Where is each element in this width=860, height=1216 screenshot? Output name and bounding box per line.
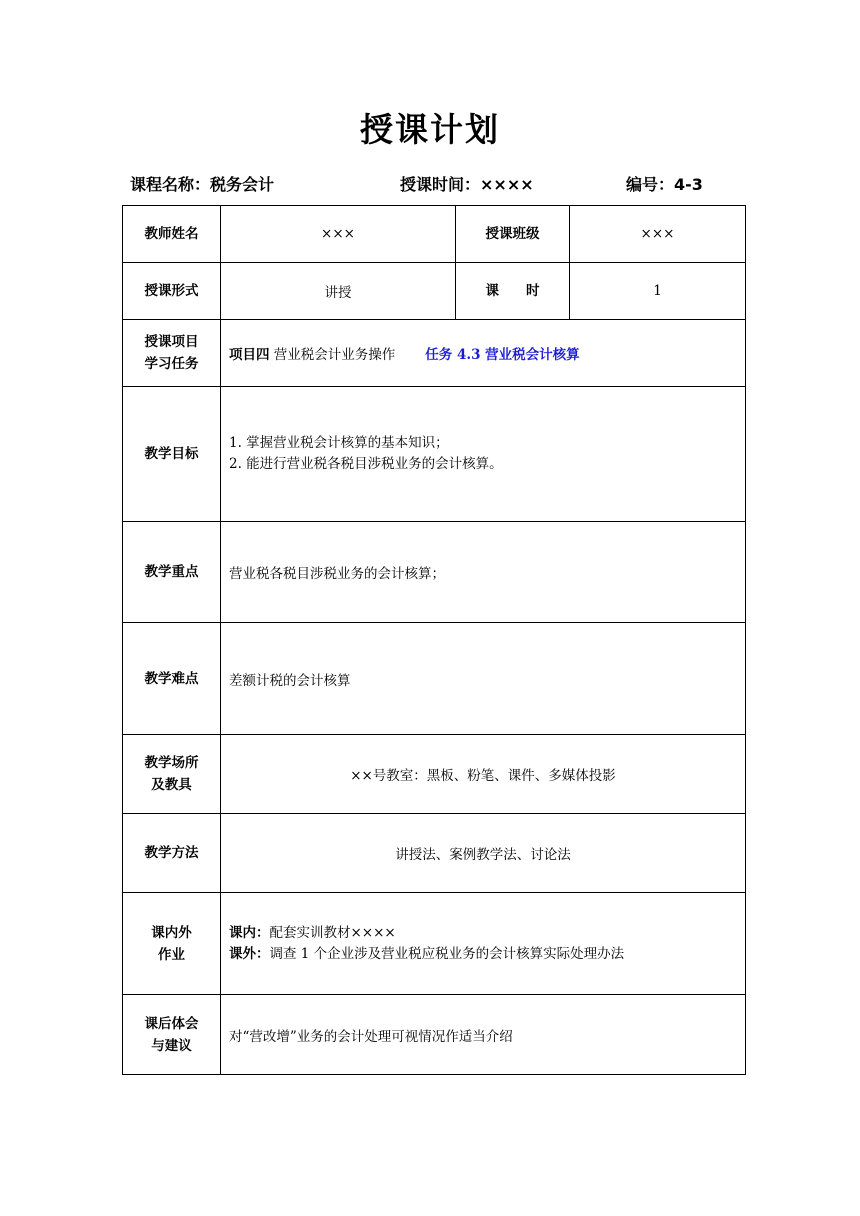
class-hours-label: 课 时 [456, 263, 570, 320]
table-row [123, 387, 746, 522]
table-row [123, 995, 746, 1075]
homework-in-label: 课内： [229, 924, 270, 941]
teaching-goal-label: 教学目标 [123, 387, 221, 522]
teaching-time [400, 172, 534, 194]
reflection-value: 对“营改增”业务的会计处理可视情况作适当介绍 [221, 995, 746, 1075]
goal-item: 1. 掌握营业税会计核算的基本知识； [229, 435, 449, 451]
class-label: 授课班级 [456, 206, 570, 263]
teaching-time-value: ×××× [480, 175, 534, 194]
project-name: 营业税会计业务操作 [269, 347, 396, 363]
class-value: ××× [570, 206, 746, 263]
plan-number [626, 172, 703, 194]
teaching-time-label: 授课时间： [400, 175, 481, 194]
table-row [123, 893, 746, 995]
teacher-name-value: ××× [221, 206, 456, 263]
course-name-value: 税务会计 [210, 175, 275, 194]
teaching-goal-value [221, 387, 746, 522]
homework-label-line-1: 课内外 [151, 924, 192, 941]
key-point-value: 营业税各税目涉税业务的会计核算； [221, 522, 746, 623]
class-hours-value: 1 [570, 263, 746, 320]
goal-item: 2. 能进行营业税各税目涉税业务的会计核算。 [229, 456, 503, 472]
project-task-value [221, 320, 746, 387]
difficulty-value: 差额计税的会计核算 [221, 623, 746, 735]
place-label-line-2: 及教具 [151, 777, 192, 793]
teaching-form-value: 讲授 [221, 263, 456, 320]
page-title: 授课计划 [360, 110, 500, 149]
homework-label-line-2: 作业 [158, 946, 185, 963]
table-row [123, 814, 746, 893]
teacher-name-label: 教师姓名 [123, 206, 221, 263]
homework-out-value: 调查 1 个企业涉及营业税应税业务的会计核算实际处理办法 [269, 945, 625, 962]
project-task-label [123, 320, 221, 387]
place-label-line-1: 教学场所 [144, 755, 199, 771]
table-row [123, 522, 746, 623]
table-row [123, 263, 746, 320]
project-prefix: 项目四 [229, 347, 270, 363]
reflection-label-line-1: 课后体会 [144, 1015, 199, 1032]
lesson-plan-table [122, 205, 746, 1075]
project-label-line-1: 授课项目 [144, 334, 199, 350]
key-point-label: 教学重点 [123, 522, 221, 623]
plan-number-value: 4-3 [674, 175, 703, 194]
table-row [123, 206, 746, 263]
course-name-label: 课程名称： [130, 175, 211, 194]
homework-in-value: 配套实训教材×××× [269, 924, 396, 941]
homework-value [221, 893, 746, 995]
task-text: 任务 4.3 营业税会计核算 [425, 347, 580, 363]
teaching-method-label: 教学方法 [123, 814, 221, 893]
table-row [123, 320, 746, 387]
table-row [123, 623, 746, 735]
homework-in [229, 923, 737, 944]
reflection-label-line-2: 与建议 [151, 1037, 192, 1054]
place-tools-value: ××号教室：黑板、粉笔、课件、多媒体投影 [221, 735, 746, 814]
homework-out [229, 944, 737, 965]
table-row [123, 735, 746, 814]
reflection-label [123, 995, 221, 1075]
plan-number-label: 编号： [626, 175, 675, 194]
project-label-line-2: 学习任务 [144, 356, 199, 372]
homework-label [123, 893, 221, 995]
course-name [130, 172, 274, 194]
place-tools-label [123, 735, 221, 814]
difficulty-label: 教学难点 [123, 623, 221, 735]
teaching-form-label: 授课形式 [123, 263, 221, 320]
homework-out-label: 课外： [229, 945, 270, 962]
teaching-method-value: 讲授法、案例教学法、讨论法 [221, 814, 746, 893]
